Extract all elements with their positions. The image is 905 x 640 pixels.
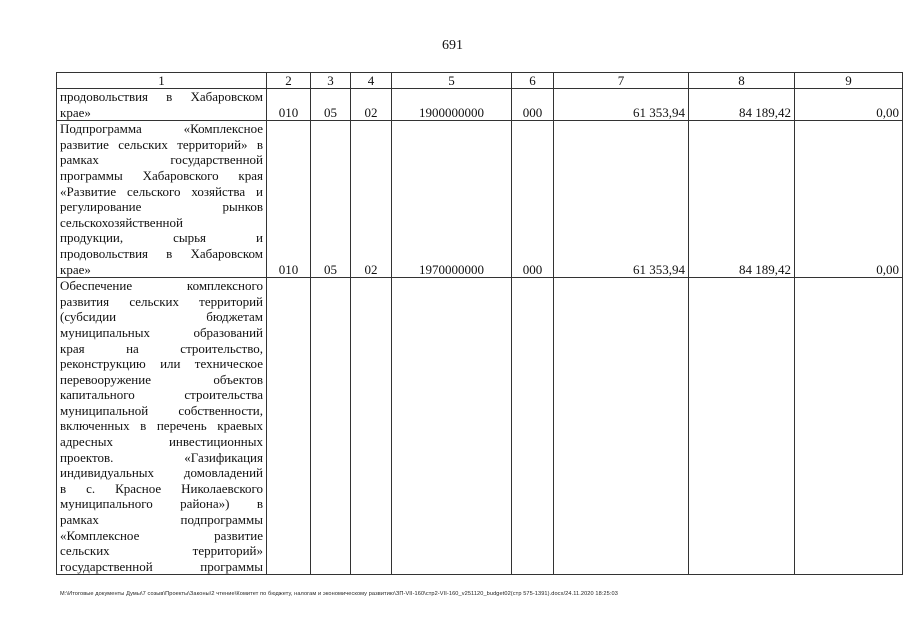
cell-amount-1	[554, 278, 689, 575]
cell-expense-type: 000	[512, 121, 554, 278]
cell-section	[311, 278, 351, 575]
budget-table	[56, 72, 903, 575]
description-line: сельских территорий»	[60, 543, 263, 559]
description-line: реконструкцию или техническое	[60, 356, 263, 372]
header-cell: 2	[267, 73, 311, 89]
cell-amount-2: 84 189,42	[689, 121, 795, 278]
description-line: сельскохозяйственной	[60, 214, 183, 230]
row-description	[57, 278, 267, 575]
header-cell: 4	[351, 73, 392, 89]
description-line: программы Хабаровского края	[60, 167, 263, 183]
description-line: края на строительство,	[60, 340, 263, 356]
cell-subsection: 02	[351, 121, 392, 278]
description-line: капитального строительства	[60, 387, 263, 403]
cell-ministry-code: 010	[267, 89, 311, 121]
row-description	[57, 121, 267, 278]
header-cell: 8	[689, 73, 795, 89]
description-line: индивидуальных домовладений	[60, 465, 263, 481]
cell-target-item: 1900000000	[392, 89, 512, 121]
cell-expense-type: 000	[512, 89, 554, 121]
description-line: в с. Красное Николаевского	[60, 480, 263, 496]
table-row	[57, 121, 903, 278]
header-cell: 6	[512, 73, 554, 89]
description-line: проектов. «Газификация	[60, 449, 263, 465]
description-line: адресных инвестиционных	[60, 434, 263, 450]
description-line: развитие сельских территорий» в	[60, 136, 263, 152]
cell-target-item: 1970000000	[392, 121, 512, 278]
description-line: (субсидии бюджетам	[60, 309, 263, 325]
cell-subsection: 02	[351, 89, 392, 121]
cell-amount-1: 61 353,94	[554, 121, 689, 278]
description-line: продовольствия в Хабаровском	[60, 89, 263, 104]
description-line: регулирование рынков	[60, 199, 263, 215]
description-line: муниципальных образований	[60, 324, 263, 340]
table-row	[57, 89, 903, 121]
description-line: рамках подпрограммы	[60, 512, 263, 528]
row-description	[57, 89, 267, 121]
footer-file-path: M:\Итоговые документы Думы\7 созыв\Проекты\Законы\2 чтение\Комитет по бюджету, налогам и экономическому развитию\ЗП-VII-160\стр2-VII-160_v251120_budget02(стр 575-1391).docx/24.11.2020 18:25:03	[60, 591, 618, 597]
description-line: перевооружение объектов	[60, 371, 263, 387]
description-line: Обеспечение комплексного	[60, 278, 263, 294]
description-line: продовольствия в Хабаровском	[60, 245, 263, 261]
cell-amount-1: 61 353,94	[554, 89, 689, 121]
description-line: Подпрограмма «Комплексное	[60, 121, 263, 137]
cell-amount-2	[689, 278, 795, 575]
page-number: 691	[442, 38, 463, 53]
cell-ministry-code	[267, 278, 311, 575]
cell-amount-3: 0,00	[795, 121, 903, 278]
description-line: рамках государственной	[60, 152, 263, 168]
description-line: государственной программы	[60, 558, 263, 574]
description-line: «Комплексное развитие	[60, 527, 263, 543]
cell-section: 05	[311, 121, 351, 278]
description-line: крае»	[60, 104, 91, 120]
header-cell: 9	[795, 73, 903, 89]
cell-target-item	[392, 278, 512, 575]
cell-amount-3: 0,00	[795, 89, 903, 121]
description-line: «Развитие сельского хозяйства и	[60, 183, 263, 199]
cell-expense-type	[512, 278, 554, 575]
header-cell: 5	[392, 73, 512, 89]
description-line: развития сельских территорий	[60, 293, 263, 309]
header-cell: 7	[554, 73, 689, 89]
description-line: включенных в перечень краевых	[60, 418, 263, 434]
header-cell: 1	[57, 73, 267, 89]
table-header-row	[57, 73, 903, 89]
cell-section: 05	[311, 89, 351, 121]
description-line: муниципальной собственности,	[60, 402, 263, 418]
description-line: муниципального района») в	[60, 496, 263, 512]
description-line: крае»	[60, 261, 91, 277]
cell-ministry-code: 010	[267, 121, 311, 278]
cell-subsection	[351, 278, 392, 575]
cell-amount-3	[795, 278, 903, 575]
cell-amount-2: 84 189,42	[689, 89, 795, 121]
description-line: продукции, сырья и	[60, 230, 263, 246]
header-cell: 3	[311, 73, 351, 89]
table-row	[57, 278, 903, 575]
